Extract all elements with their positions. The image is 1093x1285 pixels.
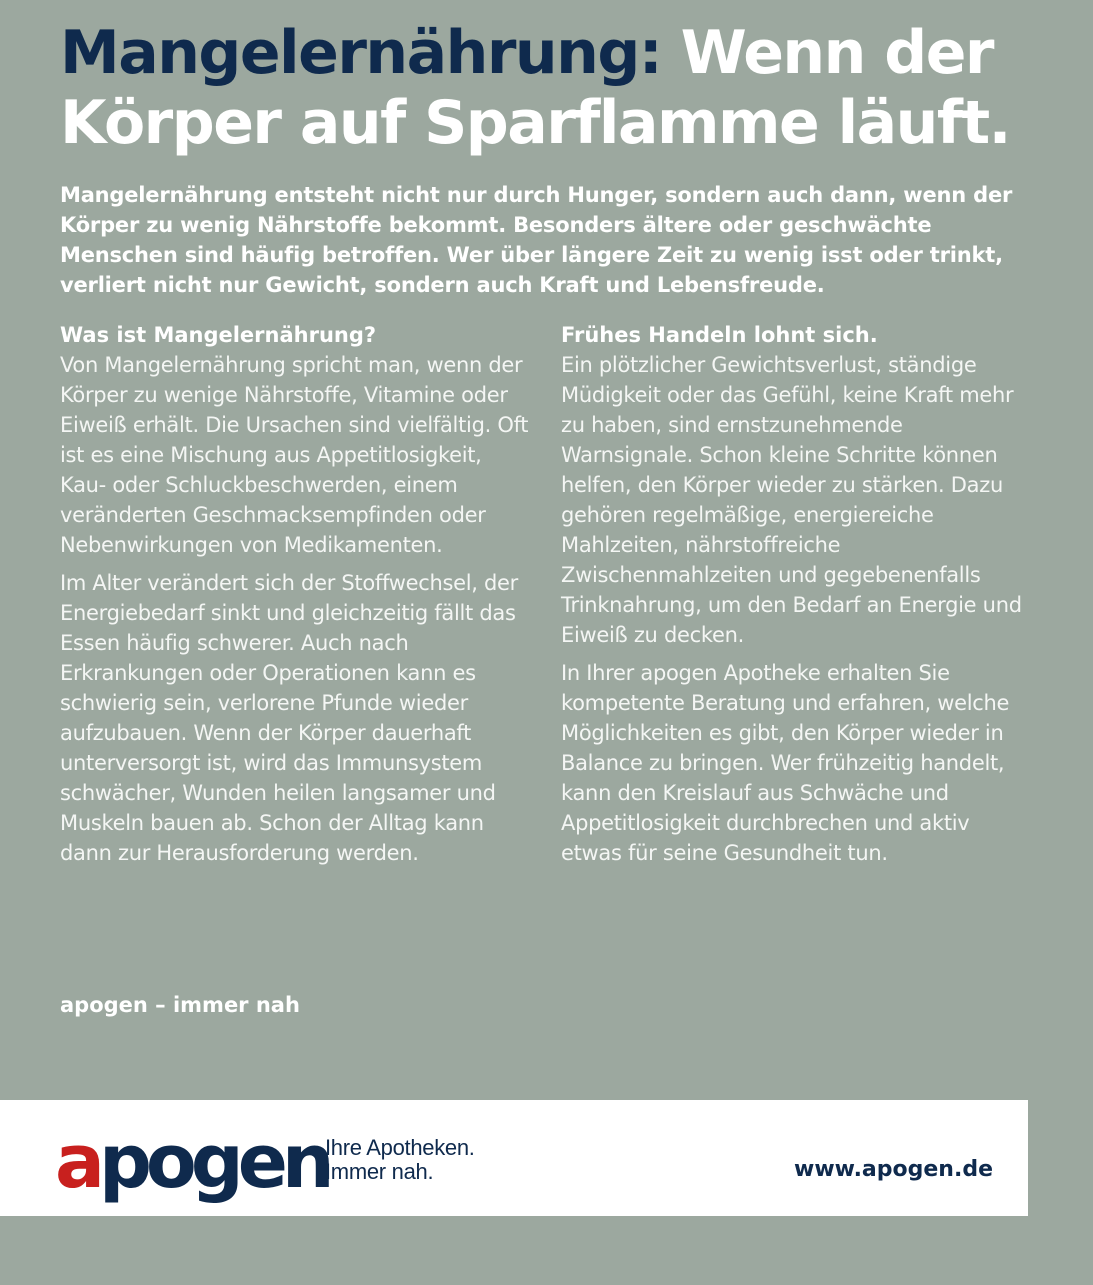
right-column-paragraph-1: Ein plötzlicher Gewichtsverlust, ständige Müdigkeit oder das Gefühl, keine Kraft mehr zu haben, sind ernstzunehmende Warnsignale. Schon kleine Schritte können helfen, den Körper wieder zu stärken. Dazu gehören regelmäßige, energiereiche Mahlzeiten, nährstoffreiche Zwischenmahlzeiten und gegebenenfalls Trinknahrung, um den Bedarf an Energie und Eiweiß zu decken. — [561, 353, 1022, 647]
right-column-paragraph-2: In Ihrer apogen Apotheke erhalten Sie kompetente Beratung und erfahren, welche Möglichkeiten es gibt, den Körper wieder in Balance zu bringen. Wer frühzeitig handelt, kann den Kreislauf aus Schwäche und Appetitlosigkeit durchbrechen und aktiv etwas für seine Gesundheit tun. — [561, 661, 1010, 865]
lead-paragraph: Mangelernährung entsteht nicht nur durch Hunger, sondern auch dann, wenn der Körper zu wenig Nährstoffe bekommt. Besonders ältere oder geschwächte Menschen sind häufig betroffen. Wer über längere Zeit zu wenig isst oder trinkt, verliert nicht nur Gewicht, sondern auch Kraft und Lebensfreude. — [60, 183, 1013, 297]
left-column-paragraph-2: Im Alter verändert sich der Stoffwechsel, der Energiebedarf sinkt und gleichzeitig fällt das Essen häufig schwerer. Auch nach Erkrankungen oder Operationen kann es schwierig sein, verlorene Pfunde wieder aufzubauen. Wenn der Körper dauerhaft unterversorgt ist, wird das Immunsystem schwächer, Wunden heilen langsamer und Muskeln bauen ab. Schon der Alltag kann dann zur Herausforderung werden. — [60, 571, 519, 865]
headline — [60, 18, 1060, 158]
slogan: apogen – immer nah — [60, 993, 300, 1017]
tagline-line-2: Immer nah. — [325, 1159, 434, 1184]
footer-banner — [0, 1100, 1028, 1216]
left-column-paragraph-1: Von Mangelernährung spricht man, wenn der Körper zu wenige Nährstoffe, Vitamine oder Eiweiß erhält. Die Ursachen sind vielfältig. Oft ist es eine Mischung aus Appetitlosigkeit, Kau- oder Schluckbeschwerden, einem veränderten Geschmacksempfinden oder Nebenwirkungen von Medikamenten. — [60, 353, 529, 557]
right-column — [561, 320, 1036, 876]
logo-letter-a: a — [55, 1119, 99, 1205]
headline-rest: Wenn der Körper auf Sparflamme läuft. — [60, 18, 1010, 158]
left-column — [60, 320, 530, 876]
left-column-heading: Was ist Mangelernährung? — [60, 323, 377, 347]
right-column-heading: Frühes Handeln lohnt sich. — [561, 323, 878, 347]
logo-letters-rest: pogen — [98, 1119, 329, 1205]
headline-accent: Mangelernährung: — [60, 18, 662, 88]
website-link[interactable]: www.apogen.de — [794, 1157, 993, 1182]
apogen-logo — [55, 1119, 329, 1205]
logo-tagline — [325, 1136, 475, 1184]
tagline-line-1: Ihre Apotheken. — [325, 1135, 475, 1160]
